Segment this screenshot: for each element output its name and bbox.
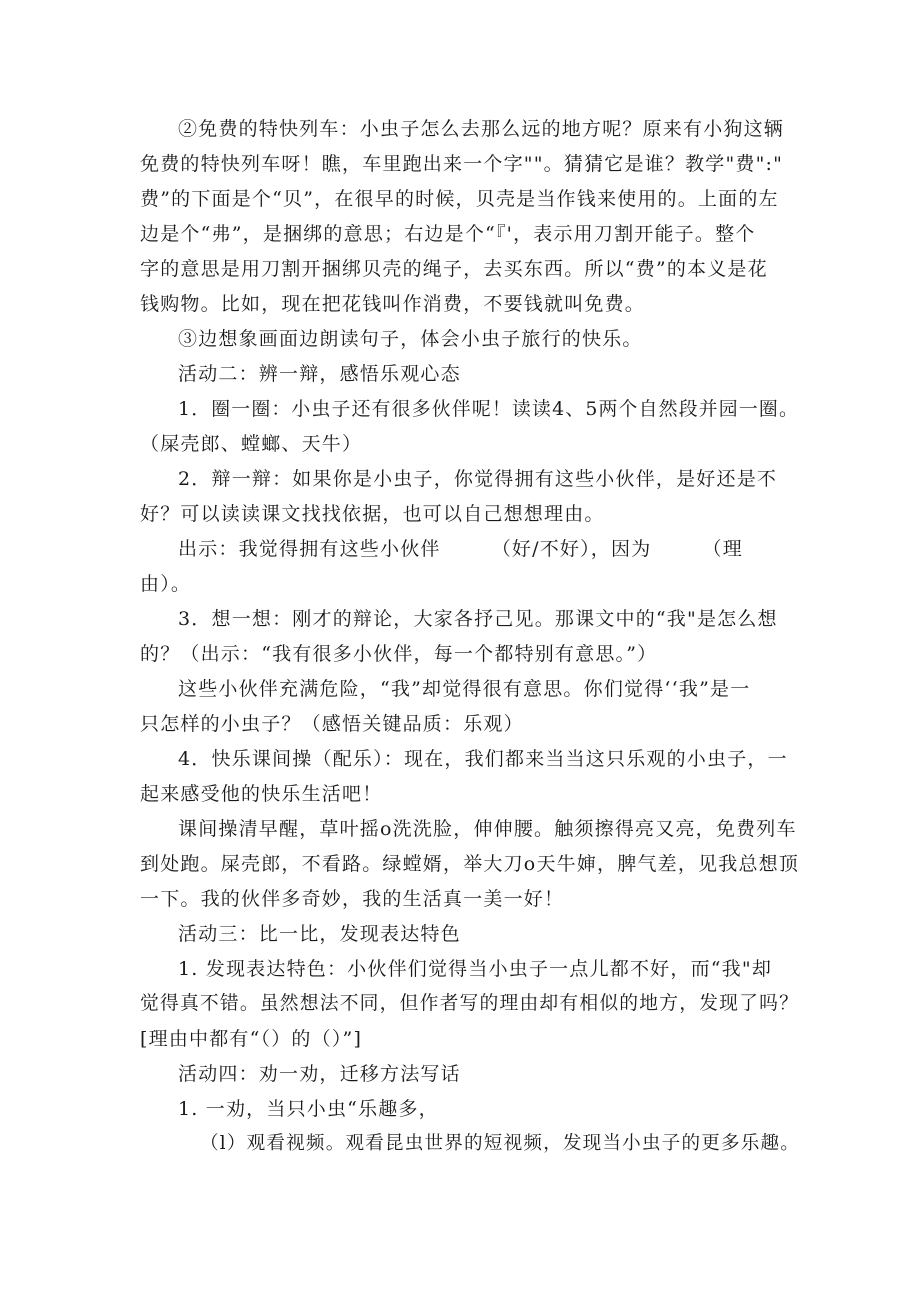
text-line: 3．想一想：刚才的辩论，大家各抒己见。那课文中的“我"是怎么想 — [178, 608, 778, 630]
text-line: 这些小伙伴充满危险，“我”却觉得很有意思。你们觉得‘‘我”是一 — [178, 678, 751, 700]
text-line: 费”的下面是个“贝”，在很早的时候，贝壳是当作钱来使用的。上面的左 — [140, 188, 779, 210]
text-line: 1. 发现表达特色：小伙伴们觉得当小虫子一点儿都不好，而“我"却 — [178, 958, 773, 980]
section-heading: 活动三：比一比，发现表达特色 — [178, 923, 461, 945]
text-line: 字的意思是用刀割开捆绑贝壳的绳子，去买东西。所以“费”的本义是花 — [140, 258, 768, 280]
text-line: 觉得真不错。虽然想法不同，但作者写的理由却有相似的地方，发现了吗？ — [140, 993, 800, 1014]
text-line: （l）观看视频。观看昆虫世界的短视频，发现当小虫子的更多乐趣。 — [200, 1133, 801, 1154]
text-line: 钱购物。比如，现在把花钱叫作消费，不要钱就叫免费。 — [140, 293, 646, 315]
text-line: [理由中都有“（）的（）”] — [140, 1028, 363, 1050]
text-line: 出示：我觉得拥有这些小伙伴 （好/不好），因为 （理 — [178, 538, 743, 560]
text-line: 起来感受他的快乐生活吧！ — [140, 783, 383, 805]
text-line: （屎壳郎、螳螂、天牛） — [140, 433, 363, 455]
text-line: 1．圈一圈：小虫子还有很多伙伴呢！读读4、5两个自然段并园一圈。 — [178, 398, 799, 420]
text-line: ②免费的特快列车：小虫子怎么去那么远的地方呢？原来有小狗这辆 — [178, 118, 785, 140]
text-line: 边是个“弗”，是捆绑的意思；右边是个“『'，表示用刀割开能子。整个 — [140, 223, 756, 245]
text-line: 只怎样的小虫子？（感悟关键品质：乐观） — [140, 713, 524, 735]
text-line: 由）。 — [140, 573, 192, 595]
text-line: 免费的特快列车呀！瞧，车里跑出来一个字""。猜猜它是谁？教学"费":" — [140, 153, 784, 175]
text-line: 好？可以读读课文找找依据，也可以自己想想理由。 — [140, 503, 605, 525]
text-line: 到处跑。屎壳郎，不看路。绿螳婿，举大刀o天牛婶，脾气差，见我总想顶 — [140, 853, 800, 875]
section-heading: 活动四：劝一劝，迁移方法写话 — [178, 1063, 461, 1085]
text-line: 2．辩一辩：如果你是小虫子，你觉得拥有这些小伙伴，是好还是不 — [178, 468, 778, 490]
text-line: ③边想象画面边朗读句子，体会小虫子旅行的快乐。 — [178, 328, 643, 350]
section-heading: 活动二：辨一辩，感悟乐观心态 — [178, 363, 461, 385]
text-line: 4．快乐课间操（配乐）：现在，我们都来当当这只乐观的小虫子，一 — [178, 748, 788, 770]
text-line: 1. 一劝，当只小虫“乐趣多， — [178, 1098, 439, 1120]
text-line: 一下。我的伙伴多奇妙，我的生活真一美一好！ — [140, 888, 565, 910]
text-line: 的？（出示：“我有很多小伙伴，每一个都特别有意思。”） — [140, 643, 658, 665]
text-line: 课间操清早醒，草叶摇o洗洗脸，伸伸腰。触须擦得亮又亮，免费列车 — [178, 818, 797, 840]
